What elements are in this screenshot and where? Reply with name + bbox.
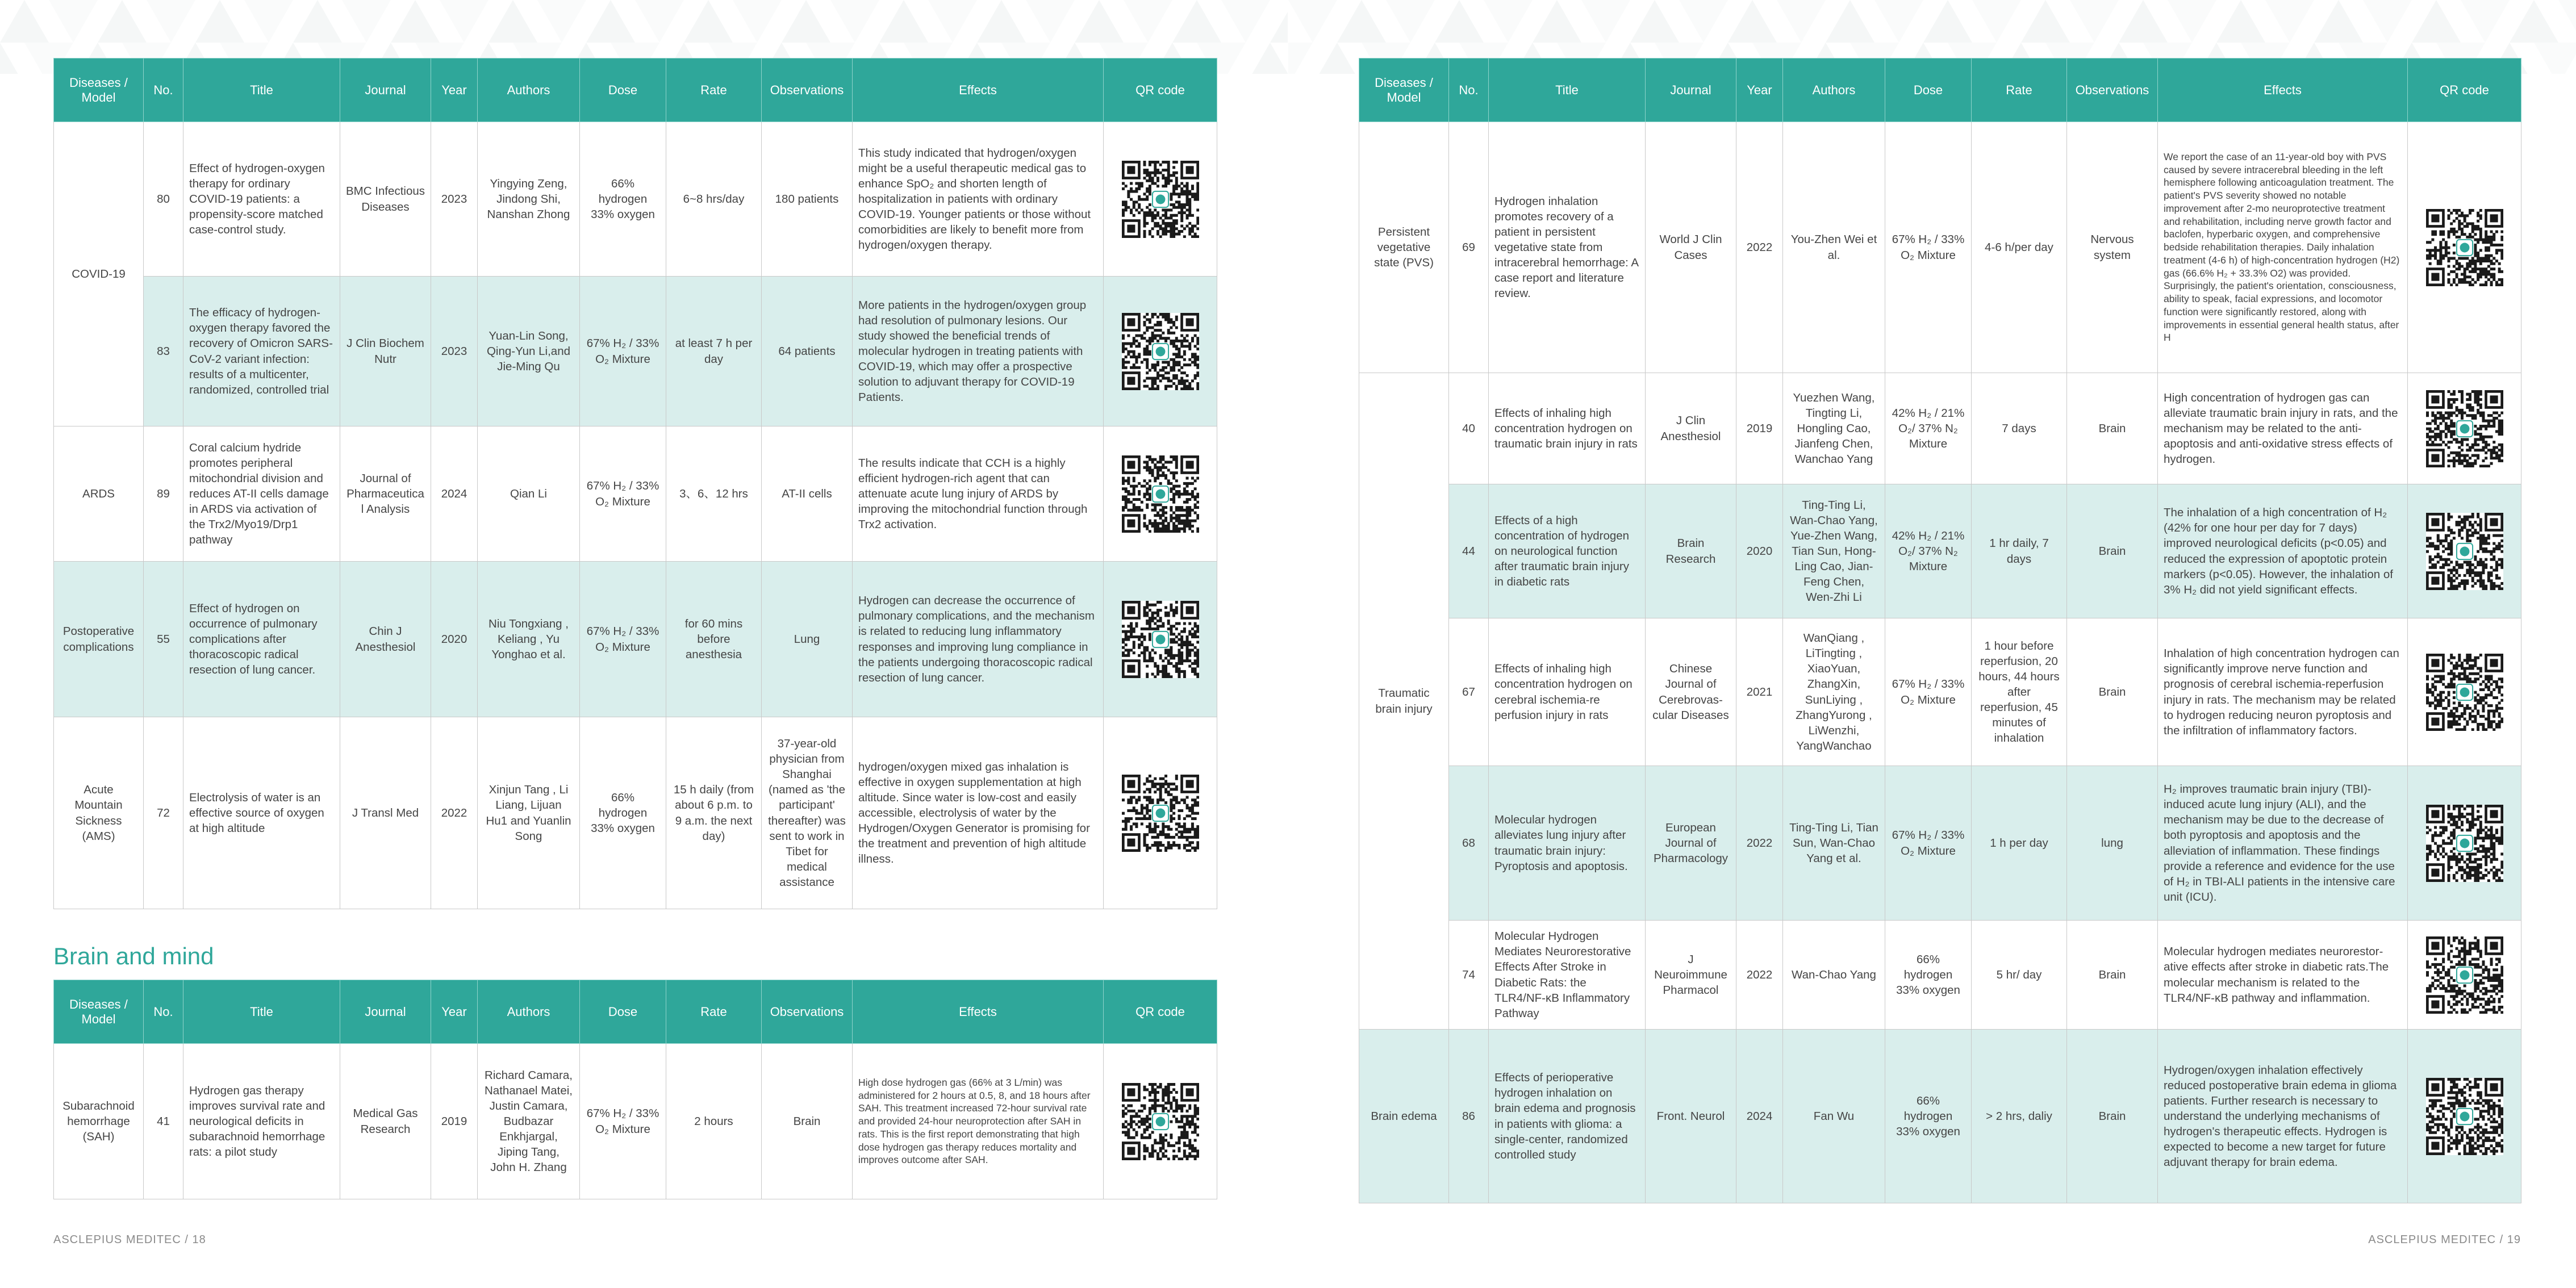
table-row	[1359, 373, 2521, 484]
column-header: Dose	[580, 980, 666, 1044]
column-header: No.	[144, 980, 183, 1044]
qr-code[interactable]	[1122, 161, 1199, 238]
pub-year: 2022	[1736, 921, 1783, 1030]
study-title: Effect of hydrogen-oxygen therapy for ordinary COVID-19 patients: a propensity-score matched case-control study.	[183, 122, 340, 277]
effects: The inhalation of a high concentration of H₂ (42% for one hour per day for 7 days) improved neurological deficits (p<0.05) and reduced the expression of apoptotic protein markers (p<0.05). However, the inhalation of 3% H₂ did not yield significant effects.	[2158, 484, 2408, 618]
journal-name: Chin J Anesthesiol	[340, 562, 431, 717]
table-row	[54, 717, 1217, 909]
table-row	[1359, 618, 2521, 766]
study-number: 83	[144, 277, 183, 426]
qr-code[interactable]	[1122, 455, 1199, 533]
authors: Yuan-Lin Song, Qing-Yun Li,and Jie-Ming Qu	[478, 277, 580, 426]
qr-code[interactable]	[1122, 601, 1199, 678]
rate: > 2 hrs, daliy	[1972, 1030, 2067, 1203]
column-header: Year	[431, 980, 478, 1044]
study-title: Effects of a high concentration of hydrogen on neurological function after traumatic brain injury in diabetic rats	[1489, 484, 1646, 618]
section-title: Brain and mind	[53, 943, 214, 969]
authors: Wan-Chao Yang	[1783, 921, 1885, 1030]
study-number: 72	[144, 717, 183, 909]
observations: Brain	[2067, 921, 2158, 1030]
rate: 7 days	[1972, 373, 2067, 484]
rate: 15 h daily (from about 6 p.m. to 9 a.m. the next day)	[666, 717, 762, 909]
effects: The results indicate that CCH is a highly efficient hydrogen-rich agent that can attenuate acute lung injury of ARDS by improving the mitochondrial function through Trx2 activation.	[853, 426, 1104, 562]
table-row	[1359, 921, 2521, 1030]
journal-name: BMC Infectious Diseases	[340, 122, 431, 277]
rate: 1 hr daily, 7 days	[1972, 484, 2067, 618]
study-number: 74	[1449, 921, 1489, 1030]
effects: More patients in the hydrogen/oxygen group had resolution of pulmonary lesions. Our study showed the beneficial trends of molecular hydrogen in treating patients with COVID-19, which may offer a prospective solution to adjuvant therapy for COVID-19 Patients.	[853, 277, 1104, 426]
qr-code[interactable]	[2426, 936, 2503, 1014]
table-row	[54, 277, 1217, 426]
dose: 66% hydrogen 33% oxygen	[580, 717, 666, 909]
qr-code[interactable]	[2426, 1078, 2503, 1155]
dose: 66% hydrogen 33% oxygen	[580, 122, 666, 277]
qr-code[interactable]	[2426, 654, 2503, 731]
column-header: No.	[1449, 58, 1489, 122]
column-header: Journal	[340, 980, 431, 1044]
qr-code[interactable]	[1122, 1083, 1199, 1160]
disease-model: Persistent vegetative state (PVS)	[1359, 122, 1449, 373]
column-header: Year	[1736, 58, 1783, 122]
journal-name: Journal of Pharmaceutical Analysis	[340, 426, 431, 562]
column-header: Rate	[666, 58, 762, 122]
study-title: Molecular hydrogen alleviates lung injury after traumatic brain injury: Pyroptosis and apoptosis.	[1489, 766, 1646, 921]
dose: 42% H₂ / 21% O₂/ 37% N₂ Mixture	[1885, 484, 1972, 618]
dose: 66% hydrogen 33% oxygen	[1885, 1030, 1972, 1203]
column-header: Observations	[762, 980, 853, 1044]
effects: High dose hydrogen gas (66% at 3 L/min) was administered for 2 hours at 0.5, 8, and 18 hours after SAH. This treatment increased 72-hour survival rate and provided 24-hour neuroprotection after SAH in rats. This is the first report demonstrating that high dose hydrogen gas therapy reduces mortality and improves outcome after SAH.	[853, 1044, 1104, 1199]
column-header: Observations	[762, 58, 853, 122]
authors: Yuezhen Wang, Tingting Li, Hongling Cao, Jianfeng Chen, Wanchao Yang	[1783, 373, 1885, 484]
dose: 67% H₂ / 33% O₂ Mixture	[1885, 618, 1972, 766]
rate: 3、6、12 hrs	[666, 426, 762, 562]
research-table-respiratory	[53, 58, 1217, 909]
pub-year: 2020	[431, 562, 478, 717]
column-header: Authors	[478, 58, 580, 122]
column-header: QR code	[1104, 980, 1217, 1044]
dose: 42% H₂ / 21% O₂/ 37% N₂ Mixture	[1885, 373, 1972, 484]
qr-logo-icon	[1155, 194, 1165, 204]
column-header: Rate	[666, 980, 762, 1044]
authors: Qian Li	[478, 426, 580, 562]
column-header: Diseases / Model	[54, 980, 144, 1044]
journal-name: J Clin Biochem Nutr	[340, 277, 431, 426]
column-header: Year	[431, 58, 478, 122]
qr-code-cell	[2408, 484, 2521, 618]
study-title: Effects of inhaling high concentration hydrogen on traumatic brain injury in rats	[1489, 373, 1646, 484]
qr-code-cell	[1104, 426, 1217, 562]
column-header: QR code	[2408, 58, 2521, 122]
qr-code[interactable]	[2426, 209, 2503, 286]
table-row	[1359, 1030, 2521, 1203]
column-header: Observations	[2067, 58, 2158, 122]
qr-code-cell	[2408, 373, 2521, 484]
column-header: Authors	[1783, 58, 1885, 122]
rate: 4-6 h/per day	[1972, 122, 2067, 373]
observations: Brain	[2067, 1030, 2158, 1203]
column-header: Diseases / Model	[54, 58, 144, 122]
study-number: 80	[144, 122, 183, 277]
qr-logo-icon	[2460, 242, 2469, 252]
research-table-neuro	[1359, 58, 2521, 1203]
study-title: Hydrogen inhalation promotes recovery of a patient in persistent vegetative state from intracerebral hemorrhage: A case report and literature review.	[1489, 122, 1646, 373]
pub-year: 2024	[431, 426, 478, 562]
table-row	[54, 426, 1217, 562]
study-title: Effects of perioperative hydrogen inhalation on brain edema and prognosis in patients with glioma: a single-center, randomized controlled study	[1489, 1030, 1646, 1203]
journal-name: World J Clin Cases	[1646, 122, 1736, 373]
qr-logo-icon	[1155, 1116, 1165, 1126]
effects: Hydrogen can decrease the occurrence of pulmonary complications, and the mechanism is related to reducing lung inflammatory responses and improving lung compliance in the patients undergoing thoracoscopic radical resection of lung cancer.	[853, 562, 1104, 717]
effects: We report the case of an 11-year-old boy with PVS caused by severe intracerebral bleeding in the left hemisphere following anticoagulation treatment. The patient's PVS severity showed no notable improvement after 2-mo neuroprotective treatment and rehabilitation, including nerve growth factor and baclofen, hyperbaric oxygen, and comprehensive bedside rehabilitation therapies. Daily inhalation treatment (4-6 h) of high-concentration hydrogen (H2) gas (66.6% H₂ + 33.3% O2) was provided. Surprisingly, the patient's orientation, consciousness, ability to speak, facial expressions, and locomotor function were significantly restored, along with improvements in essential general health status, after H	[2158, 122, 2408, 373]
study-title: Molecular Hydrogen Mediates Neurorestorative Effects After Stroke in Diabetic Rats: the TLR4/NF-κB Inflammatory Pathway	[1489, 921, 1646, 1030]
research-table-brain	[53, 980, 1217, 1199]
rate: 2 hours	[666, 1044, 762, 1199]
qr-logo-icon	[2460, 546, 2469, 556]
rate: 1 hour before reperfusion, 20 hours, 44 hours after reperfusion, 45 minutes of inhalation	[1972, 618, 2067, 766]
effects: High concentration of hydrogen gas can alleviate traumatic brain injury in rats, and the mechanism may be related to the anti-apoptosis and anti-oxidative stress effects of hydrogen.	[2158, 373, 2408, 484]
rate: for 60 mins before anesthesia	[666, 562, 762, 717]
qr-logo-icon	[2460, 970, 2469, 980]
dose: 67% H₂ / 33% O₂ Mixture	[580, 426, 666, 562]
qr-code-cell	[1104, 717, 1217, 909]
column-header: Dose	[580, 58, 666, 122]
column-header: Effects	[2158, 58, 2408, 122]
journal-name: European Journal of Pharmacology	[1646, 766, 1736, 921]
journal-name: J Neuroimmune Pharmacol	[1646, 921, 1736, 1030]
table-row	[1359, 484, 2521, 618]
study-number: 68	[1449, 766, 1489, 921]
study-title: Electrolysis of water is an effective source of oxygen at high altitude	[183, 717, 340, 909]
qr-logo-icon	[2460, 424, 2469, 433]
qr-logo-icon	[1155, 634, 1165, 644]
qr-code[interactable]	[1122, 313, 1199, 390]
disease-model: Subarachnoid hemorrhage (SAH)	[54, 1044, 144, 1199]
table-row	[1359, 122, 2521, 373]
column-header: Diseases / Model	[1359, 58, 1449, 122]
column-header: Effects	[853, 58, 1104, 122]
qr-code[interactable]	[2426, 513, 2503, 590]
qr-code-cell	[1104, 562, 1217, 717]
study-number: 40	[1449, 373, 1489, 484]
observations: 64 patients	[762, 277, 853, 426]
study-number: 44	[1449, 484, 1489, 618]
qr-logo-icon	[1155, 346, 1165, 356]
dose: 67% H₂ / 33% O₂ Mixture	[580, 562, 666, 717]
qr-code-cell	[2408, 921, 2521, 1030]
journal-name: J Transl Med	[340, 717, 431, 909]
authors: Yingying Zeng, Jindong Shi, Nanshan Zhong	[478, 122, 580, 277]
pub-year: 2021	[1736, 618, 1783, 766]
observations: 180 patients	[762, 122, 853, 277]
journal-name: J Clin Anesthesiol	[1646, 373, 1736, 484]
column-header: Journal	[340, 58, 431, 122]
pub-year: 2020	[1736, 484, 1783, 618]
journal-name: Medical Gas Research	[340, 1044, 431, 1199]
column-header: No.	[144, 58, 183, 122]
effects: Inhalation of high concentration hydrogen can significantly improve nerve function and prognosis of cerebral ischemia-reperfusion injury in rats. The mechanism may be related to hydrogen reducing neuron pyroptosis and the infiltration of inflammatory factors.	[2158, 618, 2408, 766]
authors: WanQiang , LiTingting , XiaoYuan, ZhangXin, SunLiying , ZhangYurong , LiWenzhi, YangWanchao	[1783, 618, 1885, 766]
pub-year: 2022	[1736, 122, 1783, 373]
pub-year: 2019	[1736, 373, 1783, 484]
study-number: 67	[1449, 618, 1489, 766]
table-row	[54, 1044, 1217, 1199]
rate: 1 h per day	[1972, 766, 2067, 921]
journal-name: Chinese Journal of Cerebrovas-cular Diseases	[1646, 618, 1736, 766]
observations: Brain	[2067, 373, 2158, 484]
qr-code[interactable]	[2426, 390, 2503, 467]
pub-year: 2019	[431, 1044, 478, 1199]
study-number: 89	[144, 426, 183, 562]
effects: Molecular hydrogen mediates neurorestor-ative effects after stroke in diabetic rats.The molecular mechanism is related to the TLR4/NF-κB pathway and inflammation.	[2158, 921, 2408, 1030]
column-header: Journal	[1646, 58, 1736, 122]
observations: Lung	[762, 562, 853, 717]
qr-code-cell	[1104, 1044, 1217, 1199]
qr-logo-icon	[2460, 838, 2469, 848]
column-header: Title	[183, 980, 340, 1044]
qr-code-cell	[1104, 122, 1217, 277]
authors: Fan Wu	[1783, 1030, 1885, 1203]
column-header: Title	[183, 58, 340, 122]
disease-model: Traumatic brain injury	[1359, 373, 1449, 1030]
column-header: Title	[1489, 58, 1646, 122]
qr-code-cell	[2408, 618, 2521, 766]
observations: Brain	[2067, 618, 2158, 766]
table-row	[54, 562, 1217, 717]
observations: AT-II cells	[762, 426, 853, 562]
journal-name: Front. Neurol	[1646, 1030, 1736, 1203]
column-header: Authors	[478, 980, 580, 1044]
study-title: The efficacy of hydrogen-oxygen therapy favored the recovery of Omicron SARS-CoV-2 variant infection: results of a multicenter, randomized, controlled trial	[183, 277, 340, 426]
rate: at least 7 h per day	[666, 277, 762, 426]
study-number: 69	[1449, 122, 1489, 373]
observations: Brain	[762, 1044, 853, 1199]
dose: 67% H₂ / 33% O₂ Mixture	[580, 277, 666, 426]
observations: Nervous system	[2067, 122, 2158, 373]
effects: Hydrogen/oxygen inhalation effectively reduced postoperative brain edema in glioma patients. Further research is necessary to understand the underlying mechanisms of hydrogen's therapeutic effects. Hydrogen is expected to become a new target for future adjuvant therapy for brain edema.	[2158, 1030, 2408, 1203]
authors: Xinjun Tang , Li Liang, Lijuan Hu1 and Yuanlin Song	[478, 717, 580, 909]
effects: H₂ improves traumatic brain injury (TBI)-induced acute lung injury (ALI), and the mechanism may be due to the decrease of both pyroptosis and apoptosis and the alleviation of inflammation. These findings provide a reference and evidence for the use of H₂ in TBI-ALI patients in the intensive care unit (ICU).	[2158, 766, 2408, 921]
qr-code-cell	[2408, 122, 2521, 373]
authors: Niu Tongxiang , Keliang , Yu Yonghao et al.	[478, 562, 580, 717]
rate: 6~8 hrs/day	[666, 122, 762, 277]
qr-logo-icon	[1155, 808, 1165, 818]
disease-model: COVID-19	[54, 122, 144, 426]
study-title: Effect of hydrogen on occurrence of pulmonary complications after thoracoscopic radical resection of lung cancer.	[183, 562, 340, 717]
table-row	[54, 122, 1217, 277]
qr-logo-icon	[1155, 489, 1165, 499]
footer-page-number: ASCLEPIUS MEDITEC / 19	[2368, 1233, 2521, 1246]
qr-code-cell	[2408, 766, 2521, 921]
journal-name: Brain Research	[1646, 484, 1736, 618]
study-number: 55	[144, 562, 183, 717]
footer-page-number: ASCLEPIUS MEDITEC / 18	[53, 1233, 206, 1246]
disease-model: ARDS	[54, 426, 144, 562]
study-title: Coral calcium hydride promotes peripheral mitochondrial division and reduces AT-II cells damage in ARDS via activation of the Trx2/Myo19/Drp1 pathway	[183, 426, 340, 562]
qr-code-cell	[2408, 1030, 2521, 1203]
column-header: QR code	[1104, 58, 1217, 122]
authors: Ting-Ting Li, Wan-Chao Yang, Yue-Zhen Wang, Tian Sun, Hong-Ling Cao, Jian-Feng Chen, Wen-Zhi Li	[1783, 484, 1885, 618]
authors: Richard Camara, Nathanael Matei, Justin Camara, Budbazar Enkhjargal, Jiping Tang, John H. Zhang	[478, 1044, 580, 1199]
disease-model: Acute Mountain Sickness (AMS)	[54, 717, 144, 909]
study-number: 41	[144, 1044, 183, 1199]
authors: Ting-Ting Li, Tian Sun, Wan-Chao Yang et al.	[1783, 766, 1885, 921]
pub-year: 2022	[431, 717, 478, 909]
study-title: Hydrogen gas therapy improves survival rate and neurological deficits in subarachnoid hemorrhage rats: a pilot study	[183, 1044, 340, 1199]
authors: You-Zhen Wei et al.	[1783, 122, 1885, 373]
dose: 67% H₂ / 33% O₂ Mixture	[580, 1044, 666, 1199]
disease-model: Brain edema	[1359, 1030, 1449, 1203]
column-header: Rate	[1972, 58, 2067, 122]
pub-year: 2022	[1736, 766, 1783, 921]
study-title: Effects of inhaling high concentration hydrogen on cerebral ischemia-re perfusion injury in rats	[1489, 618, 1646, 766]
observations: lung	[2067, 766, 2158, 921]
qr-code[interactable]	[1122, 775, 1199, 852]
rate: 5 hr/ day	[1972, 921, 2067, 1030]
observations: 37-year-old physician from Shanghai (named as 'the participant' thereafter) was sent to work in Tibet for medical assistance	[762, 717, 853, 909]
pub-year: 2023	[431, 277, 478, 426]
qr-logo-icon	[2460, 687, 2469, 697]
right-page	[1288, 0, 2576, 1288]
dose: 66% hydrogen 33% oxygen	[1885, 921, 1972, 1030]
observations: Brain	[2067, 484, 2158, 618]
dose: 67% H₂ / 33% O₂ Mixture	[1885, 122, 1972, 373]
effects: This study indicated that hydrogen/oxygen might be a useful therapeutic medical gas to enhance SpO₂ and shorten length of hospitalization in patients with ordinary COVID-19. Younger patients or those without comorbidities are likely to benefit more from hydrogen/oxygen therapy.	[853, 122, 1104, 277]
study-number: 86	[1449, 1030, 1489, 1203]
qr-code[interactable]	[2426, 805, 2503, 882]
pub-year: 2023	[431, 122, 478, 277]
pub-year: 2024	[1736, 1030, 1783, 1203]
column-header: Effects	[853, 980, 1104, 1044]
disease-model: Postoperative complications	[54, 562, 144, 717]
qr-logo-icon	[2460, 1111, 2469, 1121]
qr-code-cell	[1104, 277, 1217, 426]
table-row	[1359, 766, 2521, 921]
column-header: Dose	[1885, 58, 1972, 122]
effects: hydrogen/oxygen mixed gas inhalation is effective in oxygen supplementation at high altitude. Since water is low-cost and easily accessible, electrolysis of water by the Hydrogen/Oxygen Generator is promising for the treatment and prevention of high altitude illness.	[853, 717, 1104, 909]
dose: 67% H₂ / 33% O₂ Mixture	[1885, 766, 1972, 921]
